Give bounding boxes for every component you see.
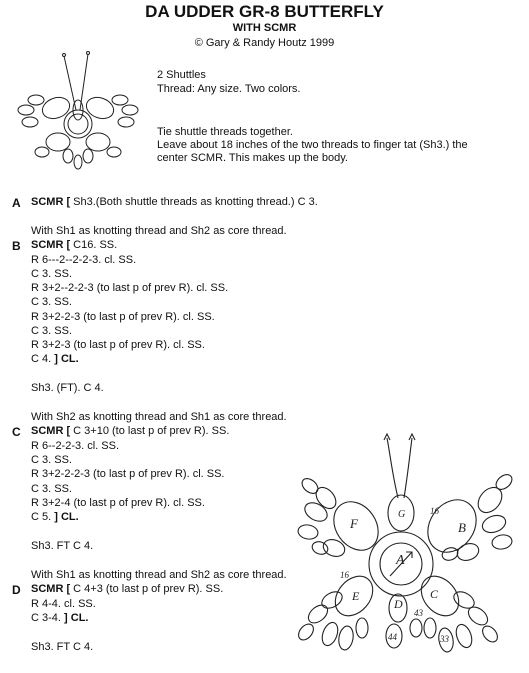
diagram-count: 44 [388,632,397,642]
shuttles-text: 2 Shuttles [157,69,206,81]
section-c-line: C 3. SS. [31,483,72,495]
section-c-head: SCMR [ [31,425,71,437]
section-a-line [31,196,318,209]
page-subtitle: WITH SCMR [232,22,297,34]
section-b-header [31,239,117,252]
butterfly-diagram [280,428,525,673]
diagram-label-b: B [458,520,466,535]
section-d-end-text: C 3-4. [31,612,61,624]
section-c-line: C 3. SS. [31,454,72,466]
section-d-letter: D [12,583,21,597]
diagram-count: 16 [430,506,439,516]
diagram-label-f: F [350,516,358,531]
diagram-count: 16 [340,570,349,580]
section-d-head-rest: C 4+3 (to last p of prev R). SS. [73,583,224,595]
section-c-end-bold: ] CL. [54,511,79,523]
section-d-header [31,583,223,596]
section-c-after: With Sh1 as knotting thread and Sh2 as core thread. [31,569,287,581]
section-b-end [31,353,79,366]
section-c-line: R 6--2-2-3. cl. SS. [31,440,120,452]
section-b-line: R 3+2--2-2-3 (to last p of prev R). cl. SS. [31,282,229,294]
small-butterfly-sketch [8,48,148,178]
diagram-label-d: D [394,597,403,611]
section-b-after: With Sh2 as knotting thread and Sh1 as core thread. [31,411,287,423]
section-b-letter: B [12,239,21,253]
section-d-end [31,612,88,625]
section-d-line: R 4-4. cl. SS. [31,598,96,610]
section-b-head-rest: C16. SS. [73,239,118,251]
section-c-line: R 3+2-2-2-3 (to last p of prev R). cl. SS. [31,468,225,480]
section-b-head: SCMR [ [31,239,71,251]
section-d-end-bold: ] CL. [64,612,89,624]
thread-text: Thread: Any size. Two colors. [157,83,301,95]
section-b-line: R 3+2-2-3 (to last p of prev R). cl. SS. [31,311,215,323]
page-title: DA UDDER GR-8 BUTTERFLY [145,2,384,21]
section-b-end-text: C 4. [31,353,52,365]
section-b-end-bold: ] CL. [54,353,79,365]
leave-text-1: Leave about 18 inches of the two threads to finger tat (Sh3.) the [157,139,468,151]
section-b-line: C 3. SS. [31,325,72,337]
section-d-sh3: Sh3. FT C 4. [31,641,94,653]
copyright-line: © Gary & Randy Houtz 1999 [194,37,335,49]
section-c-letter: C [12,425,21,439]
section-a-instructions: Sh3.(Both shuttle threads as knotting thread.) C 3. [73,196,318,208]
section-c-line: R 3+2-4 (to last p of prev R). cl. SS. [31,497,205,509]
section-c-end [31,511,79,524]
section-c-end-text: C 5. [31,511,52,523]
section-b-line: R 6---2--2-2-3. cl. SS. [31,254,137,266]
section-d-head: SCMR [ [31,583,71,595]
diagram-label-g: G [398,509,406,520]
section-b-sh3: Sh3. (FT). C 4. [31,382,104,394]
section-b-line: C 3. SS. [31,296,72,308]
leave-text-2: center SCMR. This makes up the body. [157,152,348,164]
tie-text: Tie shuttle threads together. [157,126,293,138]
section-a-after: With Sh1 as knotting thread and Sh2 as core thread. [31,225,287,237]
diagram-label-center: A [396,553,405,568]
section-b-line: C 3. SS. [31,268,72,280]
section-b-line: R 3+2-3 (to last p of prev R). cl. SS. [31,339,205,351]
section-a-letter: A [12,196,21,210]
diagram-count: 43 [414,608,423,618]
section-c-header [31,425,229,438]
section-c-sh3: Sh3. FT C 4. [31,540,94,552]
section-a-head: SCMR [ [31,196,71,208]
section-c-head-rest: C 3+10 (to last p of prev R). SS. [73,425,230,437]
diagram-label-c: C [430,587,439,601]
diagram-count: 33 [440,634,449,644]
diagram-label-e: E [352,589,360,603]
